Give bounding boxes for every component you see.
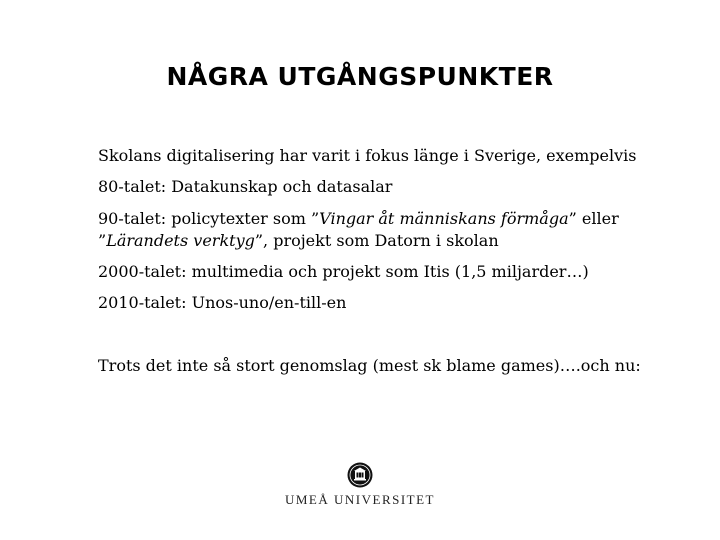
line-90-suffix: ”, projekt som Datorn i skolan bbox=[254, 231, 499, 250]
line-90-italic-title-2: Lärandets verktyg bbox=[106, 231, 255, 250]
line-90-mid: ” eller bbox=[568, 209, 619, 228]
line-90-italic-title-1: Vingar åt människans förmåga bbox=[319, 209, 569, 228]
line-90-talet-continued bbox=[98, 230, 499, 252]
university-seal-icon bbox=[347, 462, 373, 488]
line-80-talet: 80-talet: Datakunskap och datasalar bbox=[98, 177, 393, 196]
slide-title: NÅGRA UTGÅNGSPUNKTER bbox=[166, 62, 554, 91]
university-logo bbox=[0, 462, 720, 508]
conclusion-line: Trots det inte så stort genomslag (mest sk blame games)….och nu: bbox=[98, 356, 641, 375]
line-90-prefix-2: ” bbox=[98, 231, 107, 250]
university-name: UMEÅ UNIVERSITET bbox=[284, 492, 435, 507]
line-90-talet bbox=[98, 208, 619, 230]
intro-line: Skolans digitalisering har varit i fokus länge i Sverige, exempelvis bbox=[98, 146, 637, 165]
line-2000-talet: 2000-talet: multimedia och projekt som Itis (1,5 miljarder…) bbox=[98, 262, 589, 281]
line-2010-talet: 2010-talet: Unos-uno/en-till-en bbox=[98, 293, 347, 312]
line-90-prefix: 90-talet: policytexter som ” bbox=[98, 209, 320, 228]
